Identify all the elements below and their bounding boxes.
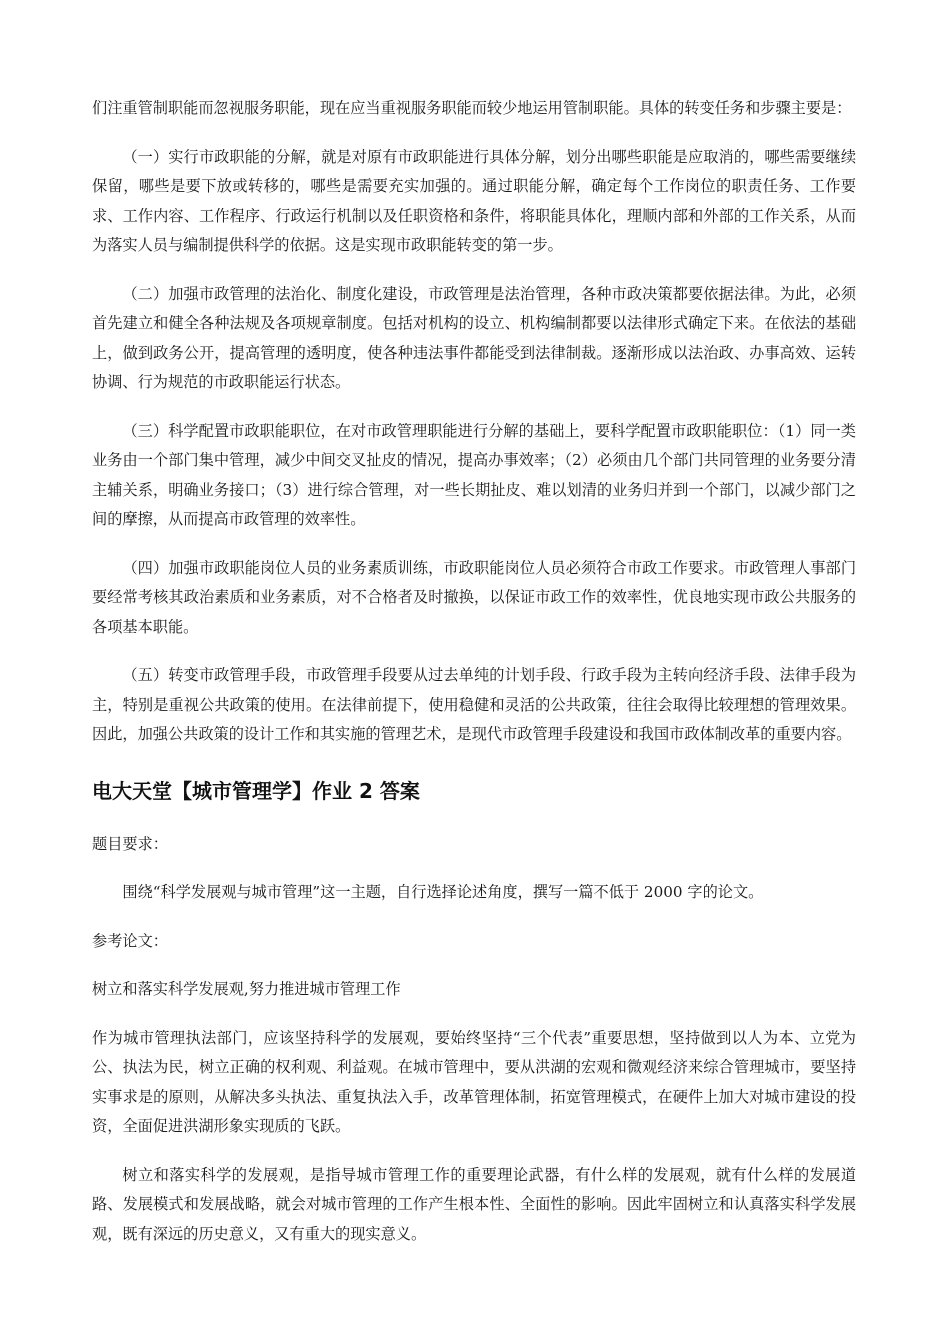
essay-paragraph-2: 树立和落实科学的发展观，是指导城市管理工作的重要理论武器，有什么样的发展观，就有什么样的发展道路、发展模式和发展战略，就会对城市管理的工作产生根本性、全面性的影响。因此牢固树立和认真落实科学发展观，既有深远的历史意义，又有重大的现实意义。 [92,1165,856,1243]
paragraph-item-3: （三）科学配置市政职能职位，在对市政管理职能进行分解的基础上，要科学配置市政职能职位：（1）同一类业务由一个部门集中管理，减少中间交叉扯皮的情况，提高办事效率；（2）必须由几个部门共同管理的业务要分清主辅关系，明确业务接口；（3）进行综合管理，对一些长期扯皮、难以划清的业务归并到一个部门，以减少部门之间的摩擦，从而提高市政管理的效率性。 [92,421,856,528]
paragraph-continued: 们注重管制职能而忽视服务职能，现在应当重视服务职能而较少地运用管制职能。具体的转变任务和步骤主要是： [92,99,852,117]
essay-title: 树立和落实科学发展观,努力推进城市管理工作 [92,980,401,998]
section-heading: 电大天堂【城市管理学】作业 2 答案 [92,778,420,803]
paragraph-item-1: （一）实行市政职能的分解，就是对原有市政职能进行具体分解，划分出哪些职能是应取消的，哪些需要继续保留，哪些是要下放或转移的，哪些是需要充实加强的。通过职能分解，确定每个工作岗位的职责任务、工作要求、工作内容、工作程序、行政运行机制以及任职资格和条件，将职能具体化，理顺内部和外部的工作关系，从而为落实人员与编制提供科学的依据。这是实现市政职能转变的第一步。 [92,147,856,254]
requirement-text: 围绕“科学发展观与城市管理”这一主题，自行选择论述角度，撰写一篇不低于 2000 字的论文。 [122,883,764,901]
paragraph-item-4: （四）加强市政职能岗位人员的业务素质训练，市政职能岗位人员必须符合市政工作要求。市政管理人事部门要经常考核其政治素质和业务素质，对不合格者及时撤换，以保证市政工作的效率性，优良地实现市政公共服务的各项基本职能。 [92,558,856,636]
paragraph-item-5: （五）转变市政管理手段，市政管理手段要从过去单纯的计划手段、行政手段为主转向经济手段、法律手段为主，特别是重视公共政策的使用。在法律前提下，使用稳健和灵活的公共政策，往往会取得比较理想的管理效果。因此，加强公共政策的设计工作和其实施的管理艺术，是现代市政管理手段建设和我国市政体制改革的重要内容。 [92,666,856,743]
reference-label: 参考论文： [92,931,168,950]
paragraph-item-2: （二）加强市政管理的法治化、制度化建设，市政管理是法治管理，各种市政决策都要依据法律。为此，必须首先建立和健全各种法规及各项规章制度。包括对机构的设立、机构编制都要以法律形式确定下来。在依法的基础上，做到政务公开，提高管理的透明度，使各种违法事件都能受到法律制裁。逐渐形成以法治政、办事高效、运转协调、行为规范的市政职能运行状态。 [92,284,856,391]
essay-paragraph-1: 作为城市管理执法部门，应该坚持科学的发展观，要始终坚持“三个代表”重要思想，坚持做到以人为本、立党为公、执法为民，树立正确的权利观、利益观。在城市管理中，要从洪湖的宏观和微观经济来综合管理城市，要坚持实事求是的原则，从解决多头执法、重复执法入手，改革管理体制，拓宽管理模式，在硬件上加大对城市建设的投资，全面促进洪湖形象实现质的飞跃。 [92,1028,856,1135]
requirement-label: 题目要求： [92,834,168,853]
document-page [92,94,856,1268]
